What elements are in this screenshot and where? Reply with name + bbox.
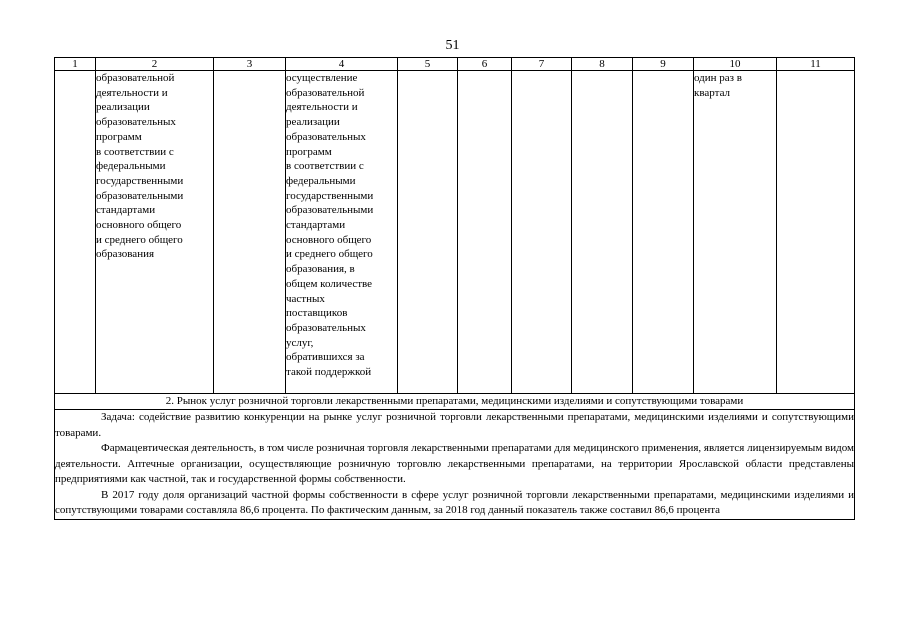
cell-col3	[214, 71, 286, 394]
cell-col9	[633, 71, 694, 394]
column-header-7: 7	[512, 58, 572, 71]
column-header-1: 1	[55, 58, 96, 71]
column-header-10: 10	[694, 58, 777, 71]
cell-col1	[55, 71, 96, 394]
section-title-row	[55, 394, 855, 410]
cell-col5	[398, 71, 458, 394]
table-row	[55, 71, 855, 394]
cell-col4: осуществление образовательной деятельности и реализации образовательных программ в соответствии с федеральными государственными образовательными стандартами основного общего и среднего общего образования, в общем количестве частных поставщиков образовательных услуг, обратившихся за такой поддержкой	[286, 71, 398, 394]
column-header-3: 3	[214, 58, 286, 71]
cell-col8	[572, 71, 633, 394]
cell-col7	[512, 71, 572, 394]
cell-col6	[458, 71, 512, 394]
indicator-table	[54, 57, 855, 520]
cell-col10: один раз в квартал	[694, 71, 777, 394]
section-body-row	[55, 410, 855, 520]
column-header-4: 4	[286, 58, 398, 71]
page-number: 51	[445, 38, 460, 53]
column-header-2: 2	[96, 58, 214, 71]
pharmacy-paragraph: Фармацевтическая деятельность, в том числе розничная торговля лекарственными препаратами для медицинского применения, является лицензируемым видом деятельности. Аптечные организации, осуществляющие розничную торговлю лекарственными препаратами, на территории Ярославской области представлены предприятиями как частной, так и государственной формы собственности.	[55, 442, 854, 485]
column-header-6: 6	[458, 58, 512, 71]
cell-col11	[777, 71, 855, 394]
share-paragraph: В 2017 году доля организаций частной формы собственности в сфере услуг розничной торговли лекарственными препаратами, медицинскими изделиями и сопутствующими товарами составляла 86,6 процента. По фактическим данным, за 2018 год данный показатель также составил 86,6 процента	[55, 488, 854, 516]
column-header-11: 11	[777, 58, 855, 71]
column-number-row	[55, 58, 855, 71]
section-title: 2. Рынок услуг розничной торговли лекарственными препаратами, медицинскими изделиями и сопутствующими товарами	[55, 394, 855, 410]
column-header-5: 5	[398, 58, 458, 71]
column-header-9: 9	[633, 58, 694, 71]
cell-col2: образовательной деятельности и реализации образовательных программ в соответствии с федеральными государственными образовательными стандартами основного общего и среднего общего образования	[96, 71, 214, 394]
task-paragraph: Задача: содействие развитию конкуренции на рынке услуг розничной торговли лекарственными препаратами, медицинскими изделиями и сопутствующими товарами.	[55, 411, 854, 439]
section-body	[55, 410, 855, 520]
column-header-8: 8	[572, 58, 633, 71]
